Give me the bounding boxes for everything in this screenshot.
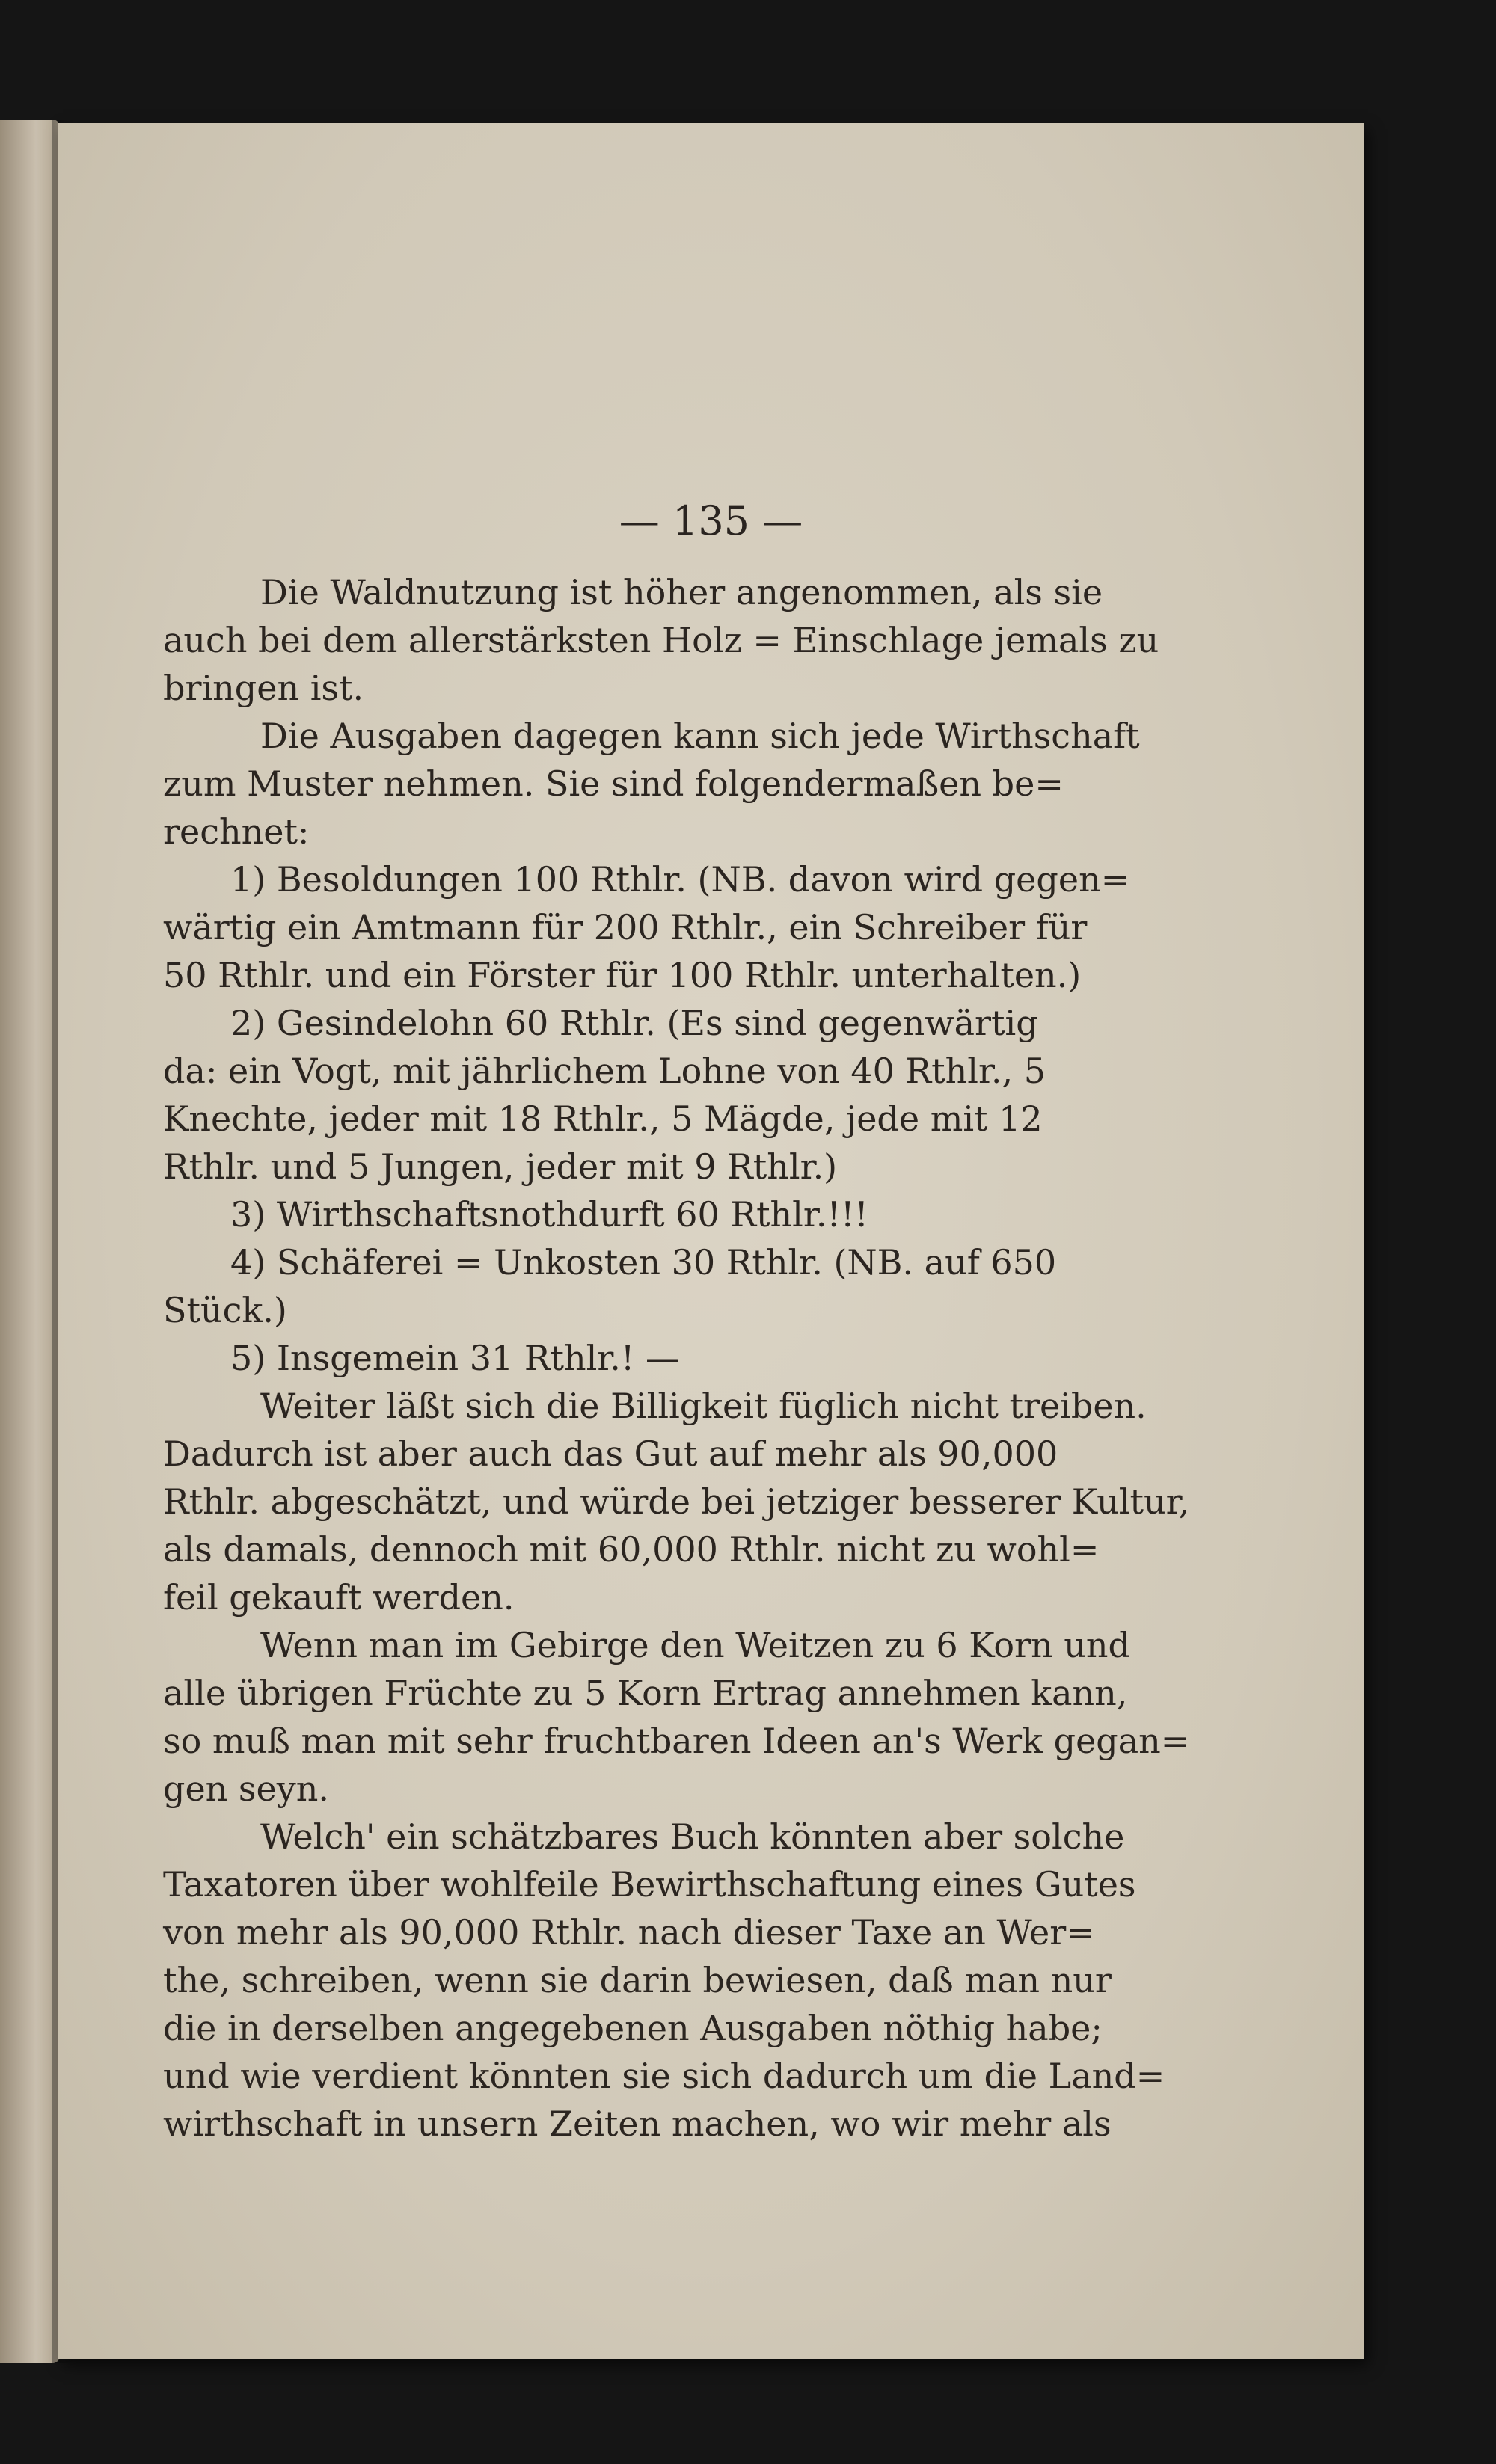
text-line: Die Ausgaben dagegen kann sich jede Wirthschaft: [260, 716, 1140, 756]
text-line: auch bei dem allerstärksten Holz = Einschlage jemals zu: [163, 620, 1159, 660]
text-line: rechnet:: [163, 811, 310, 852]
text-line: Knechte, jeder mit 18 Rthlr., 5 Mägde, jede mit 12: [163, 1099, 1043, 1139]
text-line: Die Waldnutzung ist höher angenommen, als sie: [260, 572, 1103, 612]
text-line: die in derselben angegebenen Ausgaben nöthig habe;: [163, 2008, 1103, 2048]
text-line: da: ein Vogt, mit jährlichem Lohne von 40 Rthlr., 5: [163, 1051, 1046, 1091]
text-line: und wie verdient könnten sie sich dadurch um die Land=: [163, 2056, 1165, 2096]
page-number: — 135 —: [619, 497, 803, 544]
book-page: [58, 123, 1364, 2359]
text-line: als damals, dennoch mit 60,000 Rthlr. nicht zu wohl=: [163, 1529, 1100, 1570]
text-line: 5) Insgemein 31 Rthlr.! —: [230, 1338, 680, 1378]
text-line: alle übrigen Früchte zu 5 Korn Ertrag annehmen kann,: [163, 1673, 1128, 1713]
text-line: von mehr als 90,000 Rthlr. nach dieser Taxe an Wer=: [163, 1912, 1095, 1953]
text-line: Welch' ein schätzbares Buch könnten aber solche: [260, 1816, 1125, 1857]
text-line: 1) Besoldungen 100 Rthlr. (NB. davon wird gegen=: [230, 859, 1130, 900]
text-line: 3) Wirthschaftsnothdurft 60 Rthlr.!!!: [230, 1194, 868, 1235]
text-line: wärtig ein Amtmann für 200 Rthlr., ein Schreiber für: [163, 907, 1088, 947]
text-line: Wenn man im Gebirge den Weitzen zu 6 Korn und: [260, 1625, 1130, 1665]
body-text: [163, 568, 1190, 2148]
text-line: 2) Gesindelohn 60 Rthlr. (Es sind gegenwärtig: [230, 1003, 1038, 1043]
text-line: Stück.): [163, 1290, 287, 1330]
text-line: Taxatoren über wohlfeile Bewirthschaftung eines Gutes: [163, 1864, 1136, 1905]
text-line: 4) Schäferei = Unkosten 30 Rthlr. (NB. auf 650: [230, 1242, 1057, 1282]
text-line: so muß man mit sehr fruchtbaren Ideen an's Werk gegan=: [163, 1721, 1190, 1761]
text-line: the, schreiben, wenn sie darin bewiesen, daß man nur: [163, 1960, 1112, 2000]
text-line: gen seyn.: [163, 1769, 329, 1809]
text-line: Rthlr. und 5 Jungen, jeder mit 9 Rthlr.): [163, 1146, 838, 1187]
text-line: Weiter läßt sich die Billigkeit füglich nicht treiben.: [260, 1386, 1147, 1426]
text-line: zum Muster nehmen. Sie sind folgendermaßen be=: [163, 764, 1064, 804]
text-line: wirthschaft in unsern Zeiten machen, wo wir mehr als: [163, 2104, 1112, 2144]
text-line: Dadurch ist aber auch das Gut auf mehr als 90,000: [163, 1434, 1058, 1474]
facing-page-edge: [0, 120, 60, 2363]
text-line: Rthlr. abgeschätzt, und würde bei jetziger besserer Kultur,: [163, 1481, 1190, 1522]
text-line: bringen ist.: [163, 668, 364, 708]
text-line: 50 Rthlr. und ein Förster für 100 Rthlr. unterhalten.): [163, 955, 1082, 995]
text-line: feil gekauft werden.: [163, 1577, 515, 1617]
